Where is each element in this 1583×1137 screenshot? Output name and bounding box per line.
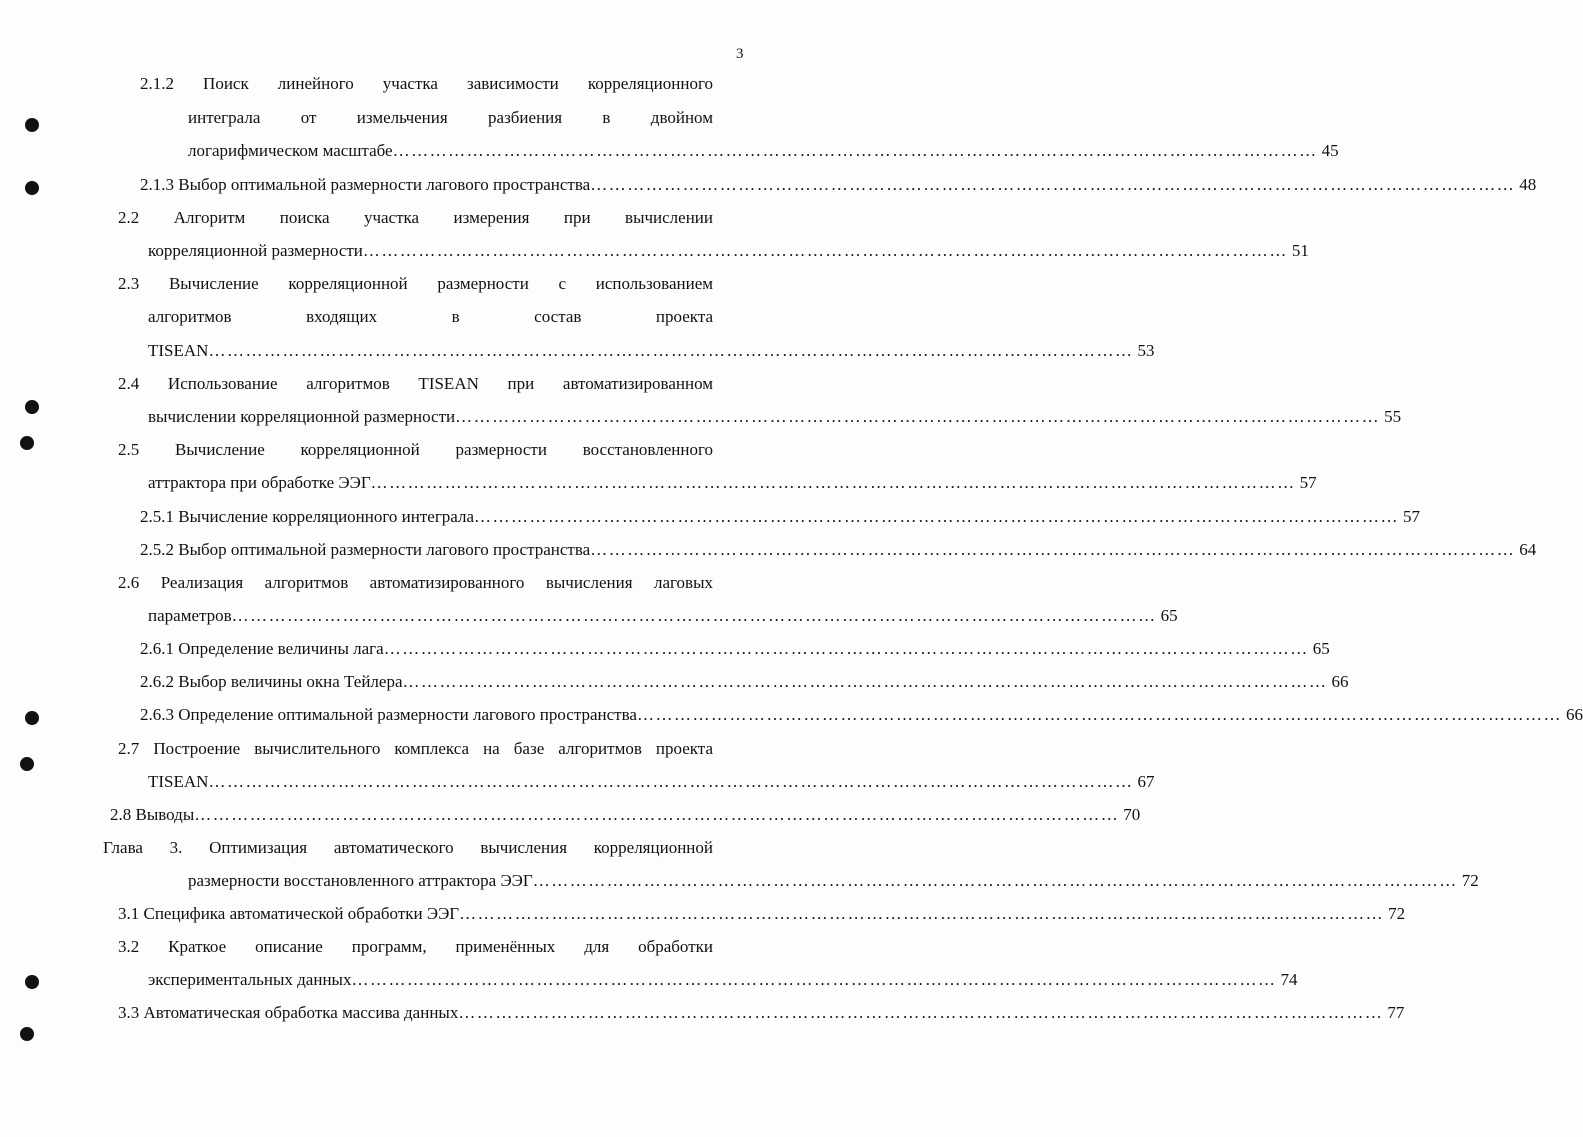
toc-leader	[459, 902, 1384, 926]
toc-leader	[533, 869, 1458, 893]
toc-line: алгоритмов входящих в состав проекта	[148, 307, 713, 326]
toc-entry	[148, 405, 1402, 429]
toc-page: 72	[1388, 904, 1406, 923]
toc-entry-title: аттрактора при обработке ЭЭГ	[148, 473, 371, 492]
toc-page: 65	[1160, 606, 1178, 625]
toc-page: 45	[1321, 141, 1339, 160]
toc-page: 65	[1312, 639, 1330, 658]
toc-entry-title: 2.6.1 Определение величины лага	[140, 639, 384, 658]
toc-page: 66	[1565, 705, 1583, 724]
toc-entry	[148, 471, 1317, 495]
toc-entry	[140, 538, 1537, 562]
toc-page: 55	[1384, 407, 1402, 426]
page-number: 3	[736, 46, 744, 62]
toc-entry-title: логарифмическом масштабе	[188, 141, 393, 160]
toc-leader	[474, 505, 1399, 529]
punch-hole	[25, 975, 39, 989]
toc-entry	[188, 869, 1479, 893]
toc-leader	[351, 968, 1276, 992]
toc-page: 70	[1123, 805, 1141, 824]
toc-entry-title: 2.1.3 Выбор оптимальной размерности лагового пространства	[140, 175, 591, 194]
toc-leader	[363, 239, 1288, 263]
toc-page: 74	[1280, 970, 1298, 989]
toc-entry	[188, 139, 1339, 163]
toc-entry	[148, 604, 1178, 628]
toc-leader	[232, 604, 1157, 628]
punch-hole	[25, 118, 39, 132]
toc-line: интеграла от измельчения разбиения в двойном	[188, 108, 713, 127]
toc-leader	[208, 770, 1133, 794]
toc-entry	[118, 902, 1406, 926]
toc-page: 72	[1461, 871, 1479, 890]
toc-line: 3.2 Краткое описание программ, применённых для обработки	[118, 937, 713, 956]
toc-leader	[458, 1001, 1383, 1025]
toc-entry-title: вычислении корреляционной размерности	[148, 407, 456, 426]
toc-entry-title: 3.3 Автоматическая обработка массива данных	[118, 1003, 459, 1022]
toc-leader	[393, 139, 1318, 163]
toc-entry-title: 2.6.2 Выбор величины окна Тейлера	[140, 672, 403, 691]
toc-line: 2.4 Использование алгоритмов TISEAN при автоматизированном	[118, 374, 713, 393]
punch-hole	[20, 1027, 34, 1041]
toc-entry-title: параметров	[148, 606, 232, 625]
toc-entry	[118, 1001, 1405, 1025]
toc-entry-title: экспериментальных данных	[148, 970, 352, 989]
toc-page: 64	[1519, 540, 1537, 559]
toc-entry-title: TISEAN	[148, 341, 209, 360]
punch-hole	[25, 181, 39, 195]
toc-page: 67	[1137, 772, 1155, 791]
punch-hole	[20, 757, 34, 771]
toc-entry-title: TISEAN	[148, 772, 209, 791]
toc-leader	[455, 405, 1380, 429]
toc-entry	[148, 239, 1309, 263]
toc-entry	[110, 803, 1141, 827]
toc-page: 57	[1299, 473, 1317, 492]
toc-entry	[140, 670, 1349, 694]
toc-entry	[140, 173, 1537, 197]
toc-line: 2.6 Реализация алгоритмов автоматизированного вычисления лаговых	[118, 573, 713, 592]
toc-line: 2.5 Вычисление корреляционной размерности восстановленного	[118, 440, 713, 459]
toc-leader	[371, 471, 1296, 495]
toc-page: 77	[1387, 1003, 1405, 1022]
toc-page: 66	[1331, 672, 1349, 691]
toc-leader	[590, 538, 1515, 562]
toc-page: 48	[1519, 175, 1537, 194]
toc-entry-title: 2.6.3 Определение оптимальной размерности лагового пространства	[140, 705, 637, 724]
toc-line: Глава 3. Оптимизация автоматического вычисления корреляционной	[103, 838, 713, 857]
toc-entry-title: 2.8 Выводы	[110, 805, 195, 824]
toc-entry	[148, 968, 1298, 992]
toc-page: 51	[1291, 241, 1309, 260]
toc-entry-title: корреляционной размерности	[148, 241, 363, 260]
toc-line: 2.2 Алгоритм поиска участка измерения при вычислении	[118, 208, 713, 227]
toc-page: 57	[1403, 507, 1421, 526]
punch-hole	[20, 436, 34, 450]
toc-leader	[403, 670, 1328, 694]
toc-leader	[590, 173, 1515, 197]
toc-entry-title: 2.5.2 Выбор оптимальной размерности лагового пространства	[140, 540, 591, 559]
toc-entry	[140, 703, 1583, 727]
toc-page: 53	[1137, 341, 1155, 360]
toc-leader	[384, 637, 1309, 661]
punch-hole	[25, 711, 39, 725]
toc-entry-title: размерности восстановленного аттрактора ЭЭГ	[188, 871, 533, 890]
toc-entry	[140, 505, 1421, 529]
toc-entry	[148, 770, 1155, 794]
toc-line: 2.3 Вычисление корреляционной размерности с использованием	[118, 274, 713, 293]
toc-entry-title: 3.1 Специфика автоматической обработки ЭЭГ	[118, 904, 460, 923]
punch-hole	[25, 400, 39, 414]
toc-line: 2.1.2 Поиск линейного участка зависимости корреляционного	[140, 74, 713, 93]
toc-line: 2.7 Построение вычислительного комплекса на базе алгоритмов проекта	[118, 739, 713, 758]
toc-entry	[148, 339, 1155, 363]
toc-leader	[194, 803, 1119, 827]
toc-leader	[637, 703, 1562, 727]
toc-leader	[208, 339, 1133, 363]
toc-entry	[140, 637, 1330, 661]
toc-entry-title: 2.5.1 Вычисление корреляционного интеграла	[140, 507, 475, 526]
